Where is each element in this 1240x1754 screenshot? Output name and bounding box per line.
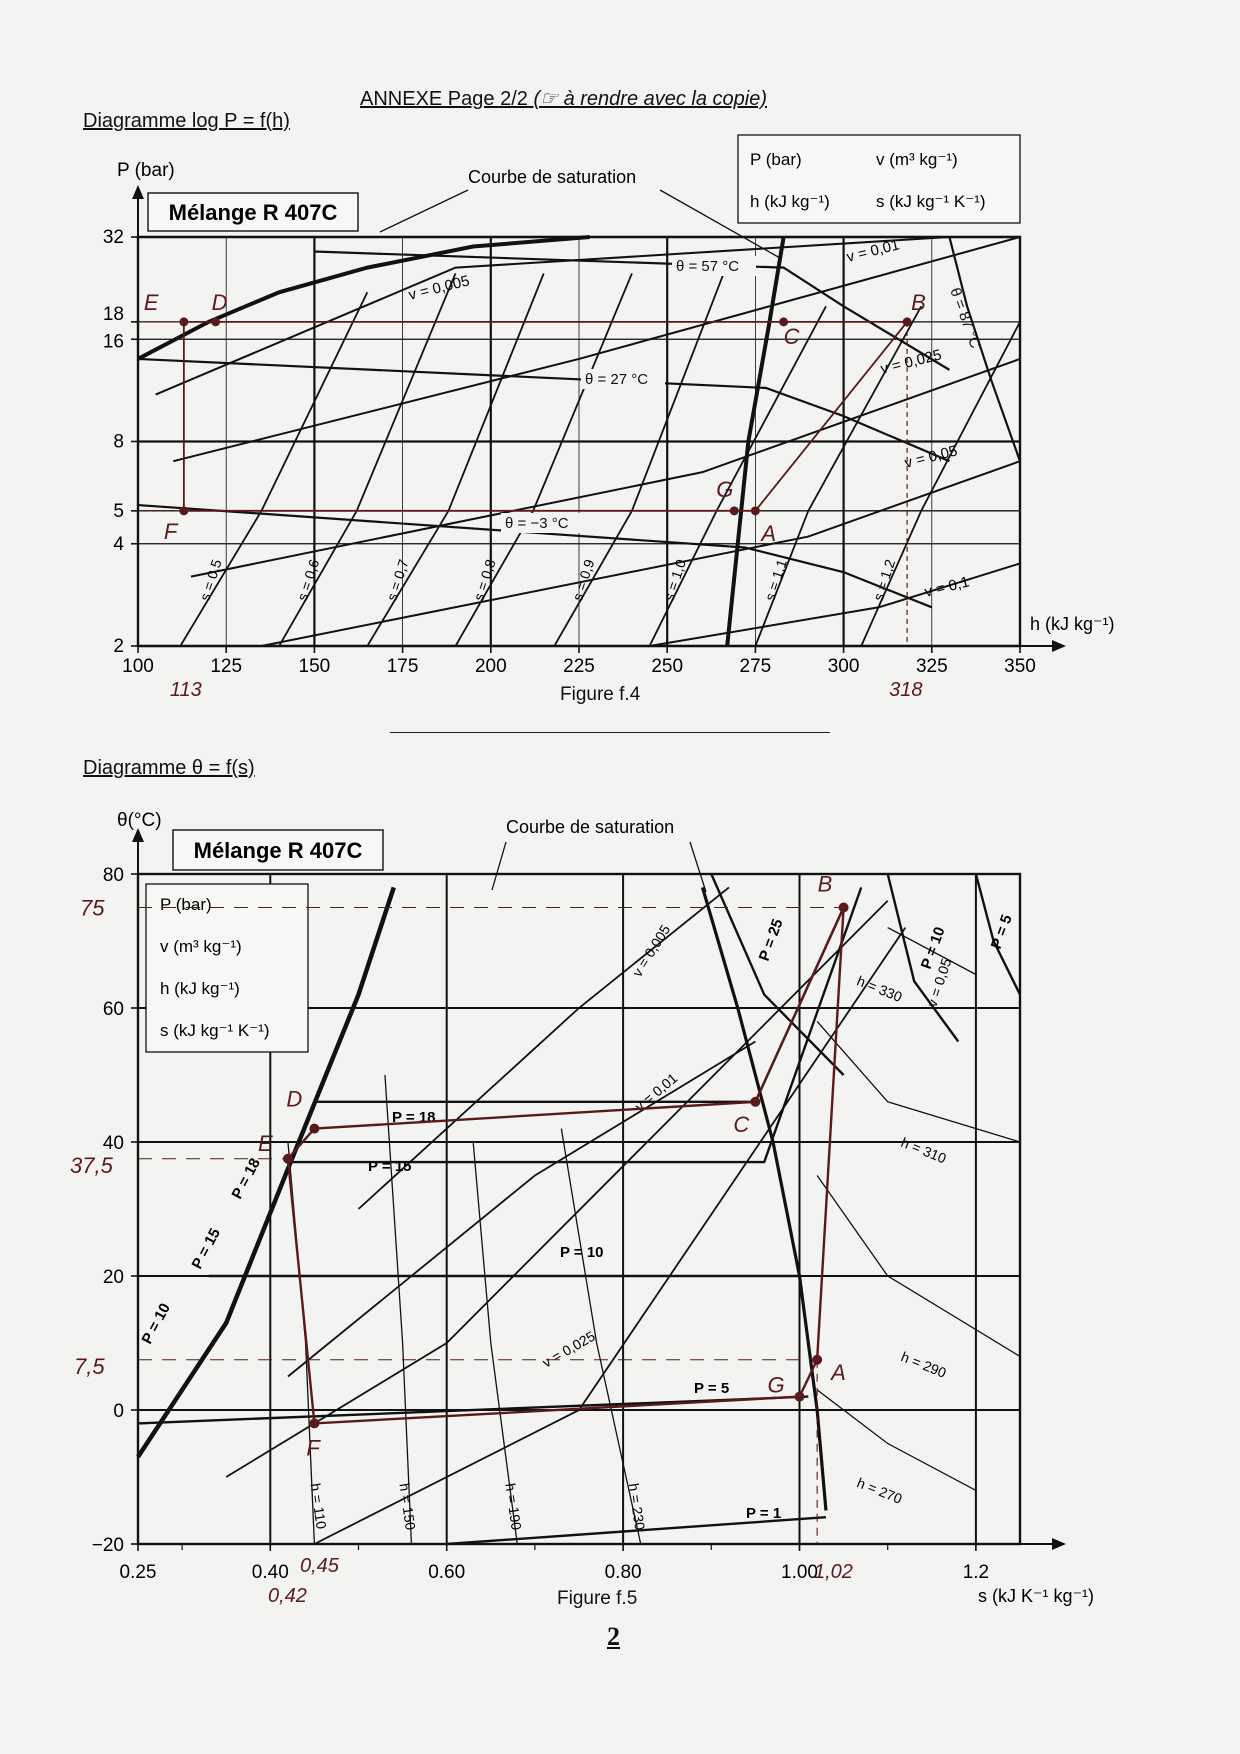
chart-title: Mélange R 407C xyxy=(168,200,338,225)
saturation-label: Courbe de saturation xyxy=(506,817,675,837)
tick-label-x: 0.25 xyxy=(119,1562,157,1583)
isentrope-label: s = 1,1 xyxy=(761,557,790,603)
isochore-label: v = 0,05 xyxy=(923,956,955,1009)
isochore-label: v = 0,005 xyxy=(406,272,472,304)
isotherm-label: θ = 57 °C xyxy=(676,258,740,275)
isochore-line xyxy=(288,1042,755,1377)
tick-label-y: 40 xyxy=(102,1133,124,1154)
isentrope-label: s = 0,7 xyxy=(383,557,412,603)
saturation-label: Courbe de saturation xyxy=(468,167,637,187)
tick-label-x: 1.2 xyxy=(962,1562,990,1583)
isochore-label: v = 0,01 xyxy=(844,236,902,266)
cycle-point-label: G xyxy=(767,1372,785,1398)
y-axis-label: P (bar) xyxy=(117,160,175,181)
annotation-theta-e: 37,5 xyxy=(70,1152,113,1178)
isentrope-label: s = 1,0 xyxy=(660,557,689,603)
tick-label-x: 300 xyxy=(827,656,860,677)
tick-label-y: 18 xyxy=(102,303,124,325)
cycle-point-label: B xyxy=(817,871,833,897)
legend-pressure: P (bar) xyxy=(160,895,212,914)
isotherm-label: θ = −3 °C xyxy=(505,515,569,532)
annotation-s-a: 1,02 xyxy=(814,1561,853,1583)
tick-label-x: 350 xyxy=(1004,656,1036,677)
cycle-point-label: C xyxy=(783,323,800,349)
cycle-point-label: A xyxy=(761,520,777,546)
isobar-label: P = 15 xyxy=(188,1225,224,1272)
tick-label-x: 1.00 xyxy=(781,1562,818,1583)
isobar-label: P = 18 xyxy=(392,1109,436,1126)
annotation-theta-b: 75 xyxy=(80,895,105,921)
tick-label-x: 250 xyxy=(651,656,684,677)
tick-label-x: 100 xyxy=(122,656,154,677)
tick-label-y: 5 xyxy=(113,500,124,522)
isobar-label: P = 5 xyxy=(694,1380,730,1397)
tick-label-x: 175 xyxy=(386,656,419,677)
isochore-label: v = 0,05 xyxy=(902,442,960,472)
cycle-point-label: F xyxy=(306,1435,320,1461)
tick-label-x: 125 xyxy=(210,656,243,677)
annotation-theta-a: 7,5 xyxy=(74,1353,105,1379)
legend-volume: v (m³ kg⁻¹) xyxy=(160,937,242,956)
saturation-pointer xyxy=(690,842,706,892)
isenthalp-label: h = 150 xyxy=(396,1482,419,1532)
isobar-label: P = 18 xyxy=(228,1155,264,1202)
legend-enthalpy: h (kJ kg⁻¹) xyxy=(750,192,830,211)
tick-label-y: 80 xyxy=(102,865,124,886)
tick-label-x: 150 xyxy=(298,656,331,677)
annotation-h-b: 318 xyxy=(889,679,923,701)
isenthalp-line xyxy=(817,1021,1020,1142)
tick-label-x: 325 xyxy=(915,656,948,677)
page-title-note: (☞ à rendre avec la copie) xyxy=(533,88,768,110)
tick-label-x: 0.40 xyxy=(251,1562,289,1583)
isenthalp-label: h = 230 xyxy=(625,1482,649,1532)
isotherm-label: θ = 27 °C xyxy=(585,371,649,388)
cycle-point-label: D xyxy=(211,289,228,315)
tick-label-y: 4 xyxy=(113,533,124,555)
saturation-pointer xyxy=(492,842,506,890)
tick-label-y: 60 xyxy=(102,999,124,1020)
isobar-label: P = 10 xyxy=(560,1244,604,1261)
isochore-label: v = 0,005 xyxy=(628,921,674,980)
legend-entropy: s (kJ kg⁻¹ K⁻¹) xyxy=(160,1021,270,1040)
legend-volume: v (m³ kg⁻¹) xyxy=(876,150,958,169)
cycle-point xyxy=(795,1392,805,1402)
y-axis-label: θ(°C) xyxy=(117,810,162,831)
chart-f5-heading: Diagramme θ = f(s) xyxy=(83,757,255,779)
isochore-label: v = 0,1 xyxy=(922,573,972,601)
tick-label-x: 200 xyxy=(474,656,507,677)
isobar-label: P = 1 xyxy=(746,1505,782,1522)
isenthalp-label: h = 290 xyxy=(898,1348,949,1381)
isenthalp-label: h = 190 xyxy=(502,1482,525,1532)
isentrope-label: s = 0,8 xyxy=(470,557,499,603)
isochore-label: v = 0,01 xyxy=(631,1069,681,1115)
tick-label-y: 20 xyxy=(102,1267,124,1288)
cycle-point-label: A xyxy=(831,1359,846,1385)
annotation-h-e: 113 xyxy=(169,679,202,701)
tick-label-x: 0.60 xyxy=(428,1562,466,1583)
isobar-line xyxy=(711,871,843,1075)
tick-label-y: 0 xyxy=(113,1401,124,1422)
annotation-s-d: 0,45 xyxy=(300,1555,339,1577)
isenthalp-line xyxy=(817,1176,1020,1357)
isotherm-label: θ = 87 °C xyxy=(946,285,984,351)
x-axis-label: s (kJ K⁻¹ kg⁻¹) xyxy=(978,1586,1094,1606)
x-axis-label: h (kJ kg⁻¹) xyxy=(1030,614,1115,634)
cycle-point xyxy=(309,1124,319,1134)
cycle-point-label: G xyxy=(716,476,734,502)
chart-title: Mélange R 407C xyxy=(193,838,363,863)
tick-label-x: 275 xyxy=(739,656,772,677)
x-axis-arrow xyxy=(1052,1538,1066,1550)
cycle-point-label: B xyxy=(911,289,926,315)
isochore-label: v = 0,025 xyxy=(878,346,944,378)
isochore-line xyxy=(226,901,888,1477)
isentrope-label: s = 1,2 xyxy=(869,557,899,603)
chart-f4-caption: Figure f.4 xyxy=(560,684,641,705)
isobar-label: P = 10 xyxy=(138,1300,174,1347)
cycle-point-label: D xyxy=(286,1086,303,1112)
cycle-point-label: C xyxy=(733,1111,750,1137)
tick-label-y: 2 xyxy=(113,636,124,657)
page-title-text: ANNEXE Page 2/2 xyxy=(360,88,528,110)
tick-label-x: 0.80 xyxy=(604,1562,642,1583)
isobar-label: P = 10 xyxy=(917,924,949,972)
tick-label-y: 16 xyxy=(102,331,124,353)
isochore-label: v = 0,025 xyxy=(539,1327,598,1371)
isenthalp-line xyxy=(817,1390,976,1491)
cycle-point-label: E xyxy=(143,289,159,315)
annotation-s-e: 0,42 xyxy=(268,1585,307,1607)
cycle-point xyxy=(309,1418,319,1428)
legend-enthalpy: h (kJ kg⁻¹) xyxy=(160,979,240,998)
isobar-label: P = 15 xyxy=(368,1158,412,1175)
isenthalp-label: h = 310 xyxy=(898,1133,949,1167)
isenthalp-label: h = 330 xyxy=(854,972,905,1005)
cycle-point-label: E xyxy=(257,1130,273,1156)
cycle-point-label: F xyxy=(163,518,178,544)
cycle-point xyxy=(750,1097,760,1107)
isenthalp-label: h = 270 xyxy=(854,1474,905,1507)
chart-f4-heading: Diagramme log P = f(h) xyxy=(83,110,290,132)
legend-pressure: P (bar) xyxy=(750,150,802,169)
isenthalp-line xyxy=(385,1075,411,1544)
isobar-label: P = 25 xyxy=(755,916,787,964)
tick-label-x: 225 xyxy=(563,656,595,677)
isochore-line xyxy=(359,887,729,1209)
legend-entropy: s (kJ kg⁻¹ K⁻¹) xyxy=(876,192,986,211)
isentrope-label: s = 0,9 xyxy=(569,557,598,603)
page-number: 2 xyxy=(607,1622,620,1651)
chart-f5-caption: Figure f.5 xyxy=(557,1588,638,1609)
isentrope-label: s = 0,6 xyxy=(293,557,323,603)
isobar-label: P = 5 xyxy=(987,912,1016,952)
tick-label-y: −20 xyxy=(91,1535,124,1556)
isentrope-label: s = 0,5 xyxy=(196,557,225,603)
isenthalp-label: h = 110 xyxy=(307,1482,330,1531)
tick-label-y: 32 xyxy=(102,227,124,248)
tick-label-y: 8 xyxy=(113,431,124,453)
